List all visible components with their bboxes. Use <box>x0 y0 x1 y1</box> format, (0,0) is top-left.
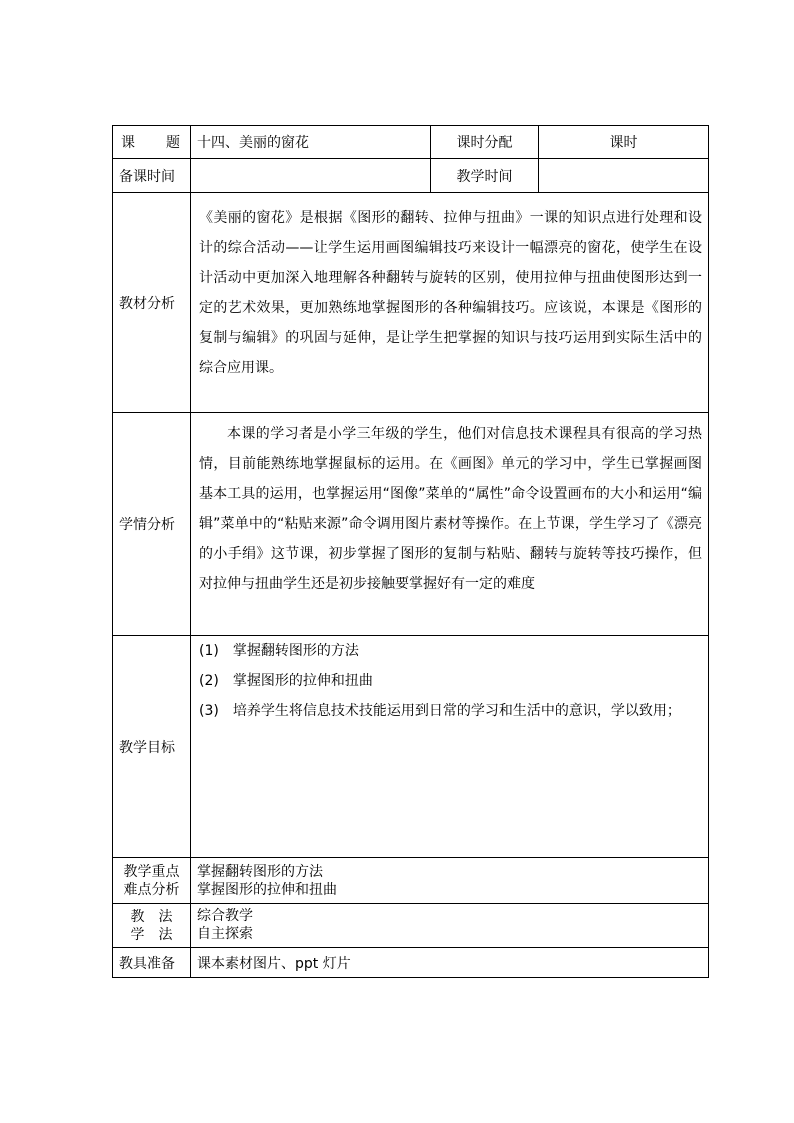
key-point-label: 教学重点 <box>123 863 180 880</box>
key-point-value: 掌握翻转图形的方法 <box>197 864 323 880</box>
row-material-analysis <box>113 193 709 413</box>
learning-method-value: 自主探索 <box>197 926 253 942</box>
tools-value: 课本素材图片、ppt 灯片 <box>191 948 709 978</box>
row-key-points <box>113 858 709 904</box>
row-topic <box>113 126 709 159</box>
material-analysis-label: 教材分析 <box>113 193 191 413</box>
teaching-method-label: 教 法 <box>130 908 173 925</box>
difficulty-value: 掌握图形的拉伸和扭曲 <box>197 882 337 898</box>
goal-item: (3) 培养学生将信息技术技能运用到日常的学习和生活中的意识，学以致用； <box>199 703 681 719</box>
key-points-value-cell <box>191 858 709 904</box>
tools-label: 教具准备 <box>113 948 191 978</box>
row-tools <box>113 948 709 978</box>
time-alloc-label: 课时分配 <box>431 126 539 159</box>
prep-time-value <box>191 159 431 193</box>
topic-label-cell <box>113 126 191 159</box>
teach-time-value <box>539 159 709 193</box>
teaching-goals-cell <box>191 636 709 858</box>
row-teaching-goals <box>113 636 709 858</box>
methods-value-cell <box>191 904 709 948</box>
methods-label-cell <box>113 904 191 948</box>
student-analysis-text: 本课的学习者是小学三年级的学生，他们对信息技术课程具有很高的学习热情，目前能熟练地掌握鼠标的运用。在《画图》单元的学习中，学生已掌握画图基本工具的运用，也掌握运用“图像”菜单的“属性”命令设置画布的大小和运用“编辑”菜单中的“粘贴来源”命令调用图片素材等操作。在上节课，学生学习了《漂亮的小手绢》这节课，初步掌握了图形的复制与粘贴、翻转与旋转等技巧操作，但对拉伸与扭曲学生还是初步接触要掌握好有一定的难度 <box>199 426 702 592</box>
student-analysis-cell <box>191 413 709 636</box>
student-analysis-label: 学情分析 <box>113 413 191 636</box>
learning-method-label: 学 法 <box>130 926 173 943</box>
topic-label-char-1: 课 <box>121 135 135 151</box>
teaching-method-value: 综合教学 <box>197 908 253 924</box>
material-analysis-text: 《美丽的窗花》是根据《图形的翻转、拉伸与扭曲》一课的知识点进行处理和设计的综合活动——让学生运用画图编辑技巧来设计一幅漂亮的窗花，使学生在设计活动中更加深入地理解各种翻转与旋转的区别，使用拉伸与扭曲使图形达到一定的艺术效果，更加熟练地掌握图形的各种编辑技巧。应该说，本课是《图形的复制与编辑》的巩固与延伸，是让学生把掌握的知识与技巧运用到实际生活中的综合应用课。 <box>199 210 702 376</box>
key-points-label-cell <box>113 858 191 904</box>
teaching-goals-label: 教学目标 <box>113 636 191 858</box>
teach-time-label: 教学时间 <box>431 159 539 193</box>
material-analysis-cell <box>191 193 709 413</box>
row-methods <box>113 904 709 948</box>
row-student-analysis <box>113 413 709 636</box>
goal-item: (1) 掌握翻转图形的方法 <box>199 643 359 659</box>
difficulty-label: 难点分析 <box>123 881 180 898</box>
row-time <box>113 159 709 193</box>
prep-time-label: 备课时间 <box>113 159 191 193</box>
topic-value: 十四、美丽的窗花 <box>191 126 431 159</box>
time-alloc-value: 课时 <box>539 126 709 159</box>
topic-label-char-2: 题 <box>166 135 180 151</box>
goal-item: (2) 掌握图形的拉伸和扭曲 <box>199 673 373 689</box>
lesson-plan-table <box>112 125 709 978</box>
